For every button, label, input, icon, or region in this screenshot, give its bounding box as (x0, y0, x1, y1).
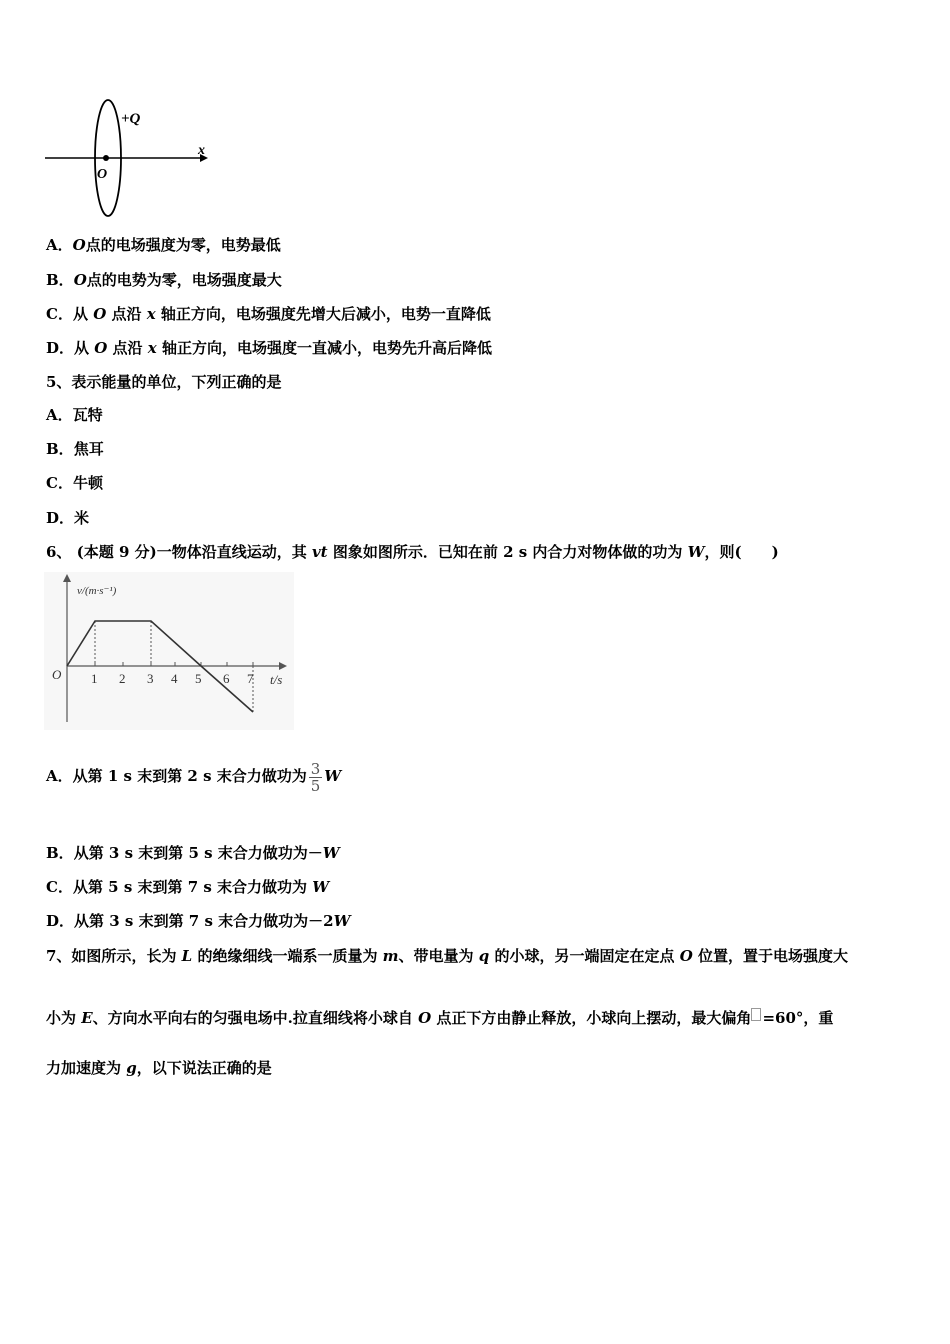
q6-option-a: A．从第 1 s 末到第 2 s 末合力做功为 $\frac{3}{5}$ W (46, 759, 342, 795)
q6-stem: 6、 (本题 9 分)一物体沿直线运动，其 vt 图象如图所示．已知在前 2 s 内合力对物体做的功为 W，则( ) (46, 543, 779, 561)
origin-label: O (97, 167, 108, 182)
q5-option-d: D．米 (46, 509, 90, 527)
q7-line-2: 小为 E、方向水平向右的匀强电场中.拉直细线将小球自 O 点正下方由静止释放，小球向上摆动，最大偏角 =60°，重 (46, 1009, 834, 1027)
v-axis-label: v/(m·s⁻¹) (77, 585, 117, 597)
ring-charge-figure (40, 96, 215, 221)
q4-option-b: B．O点的电势为零，电场强度最大 (46, 271, 282, 289)
q6-option-c: C．从第 5 s 末到第 7 s 末合力做功为 W (46, 878, 330, 896)
vt-graph (44, 572, 294, 730)
tick-label: 1 (91, 671, 98, 686)
missing-glyph-placeholder (751, 1008, 761, 1021)
q4-option-c: C．从 O 点沿 x 轴正方向，电场强度先增大后减小，电势一直降低 (46, 305, 491, 323)
tick-label: 5 (195, 671, 202, 686)
q4-option-a: A．O点的电场强度为零，电势最低 (46, 236, 281, 254)
origin-point (103, 155, 109, 161)
q5-option-a: A．瓦特 (46, 406, 103, 424)
tick-label: 4 (171, 671, 178, 686)
fraction: $\frac{3}{5}$ (310, 759, 321, 795)
t-axis-label: t/s (270, 672, 283, 687)
tick-label: 6 (223, 671, 230, 686)
q6-option-b: B．从第 3 s 末到第 5 s 末合力做功为－W (46, 844, 340, 862)
q5-stem: 5、表示能量的单位，下列正确的是 (46, 373, 282, 391)
tick-label: 2 (119, 671, 126, 686)
tick-label: 7 (247, 671, 254, 686)
q7-line-3: 力加速度为 g，以下说法正确的是 (46, 1059, 272, 1077)
q5-option-b: B．焦耳 (46, 440, 104, 458)
q4-option-d: D．从 O 点沿 x 轴正方向，电场强度一直减小，电势先升高后降低 (46, 339, 492, 357)
q6-option-d: D．从第 3 s 末到第 7 s 末合力做功为－2W (46, 912, 351, 930)
charge-label: +Q (121, 111, 141, 127)
q5-option-c: C．牛顿 (46, 474, 103, 492)
origin-label: O (52, 667, 62, 682)
tick-label: 3 (147, 671, 154, 686)
x-axis-label: x (198, 143, 205, 158)
q7-line-1: 7、如图所示，长为 L 的绝缘细线一端系一质量为 m、带电量为 q 的小球，另一端固定在定点 O 位置，置于电场强度大 (46, 947, 849, 965)
